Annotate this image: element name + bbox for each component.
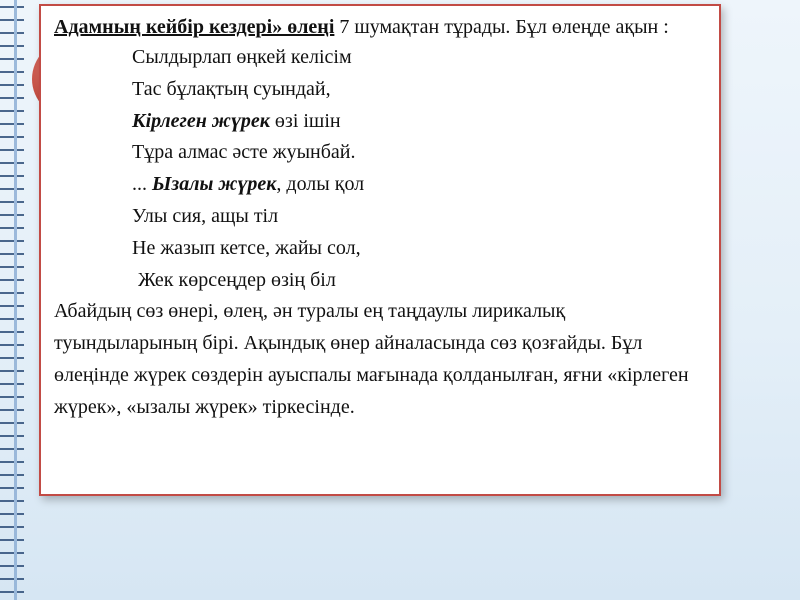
poem-text: Жек көрсеңдер өзің біл bbox=[138, 268, 336, 291]
poem-line bbox=[54, 106, 705, 138]
poem-text: Тұра алмас әсте жуынбай. bbox=[132, 141, 356, 164]
text-panel bbox=[39, 4, 721, 496]
poem-text: ... bbox=[132, 173, 152, 196]
poem-line bbox=[54, 265, 705, 297]
poem-text: Сылдырлап өңкей келісім bbox=[132, 46, 352, 68]
poem-text: Улы сия, ащы тіл bbox=[132, 204, 279, 227]
poem-line bbox=[54, 201, 705, 233]
poem-line bbox=[54, 233, 705, 265]
poem-text: өзі ішін bbox=[269, 109, 341, 132]
poem-text: Не жазып кетсе, жайы сол, bbox=[132, 236, 361, 259]
heading-rest: 7 шумақтан тұрады. Бұл өлеңде ақын : bbox=[334, 16, 669, 38]
poem-text: Тас бұлақтың суындай, bbox=[132, 77, 331, 100]
poem-line bbox=[54, 42, 705, 74]
heading-bold: Адамның кейбір кездері» өлеңі bbox=[54, 16, 335, 38]
commentary-paragraph: Абайдың сөз өнері, өлең, ән туралы ең таңдаулы лирикалық туындыларының бірі. Ақындық өнер айналасында сөз қозғайды. Бұл өлеңінде жүрек сөздерін ауыспалы мағынада қолданылған, яғни «кірлеген жүрек», «ызалы жүрек» тіркесінде. bbox=[54, 300, 689, 418]
poem-line bbox=[54, 74, 705, 106]
poem-emphasis: Кірлеген жүрек bbox=[132, 109, 270, 132]
poem-text: , долы қол bbox=[276, 173, 365, 196]
poem-emphasis: Ызалы жүрек bbox=[152, 173, 277, 196]
heading bbox=[54, 12, 705, 42]
poem-line bbox=[54, 169, 705, 201]
binding-border bbox=[0, 0, 24, 600]
poem-line bbox=[54, 137, 705, 169]
